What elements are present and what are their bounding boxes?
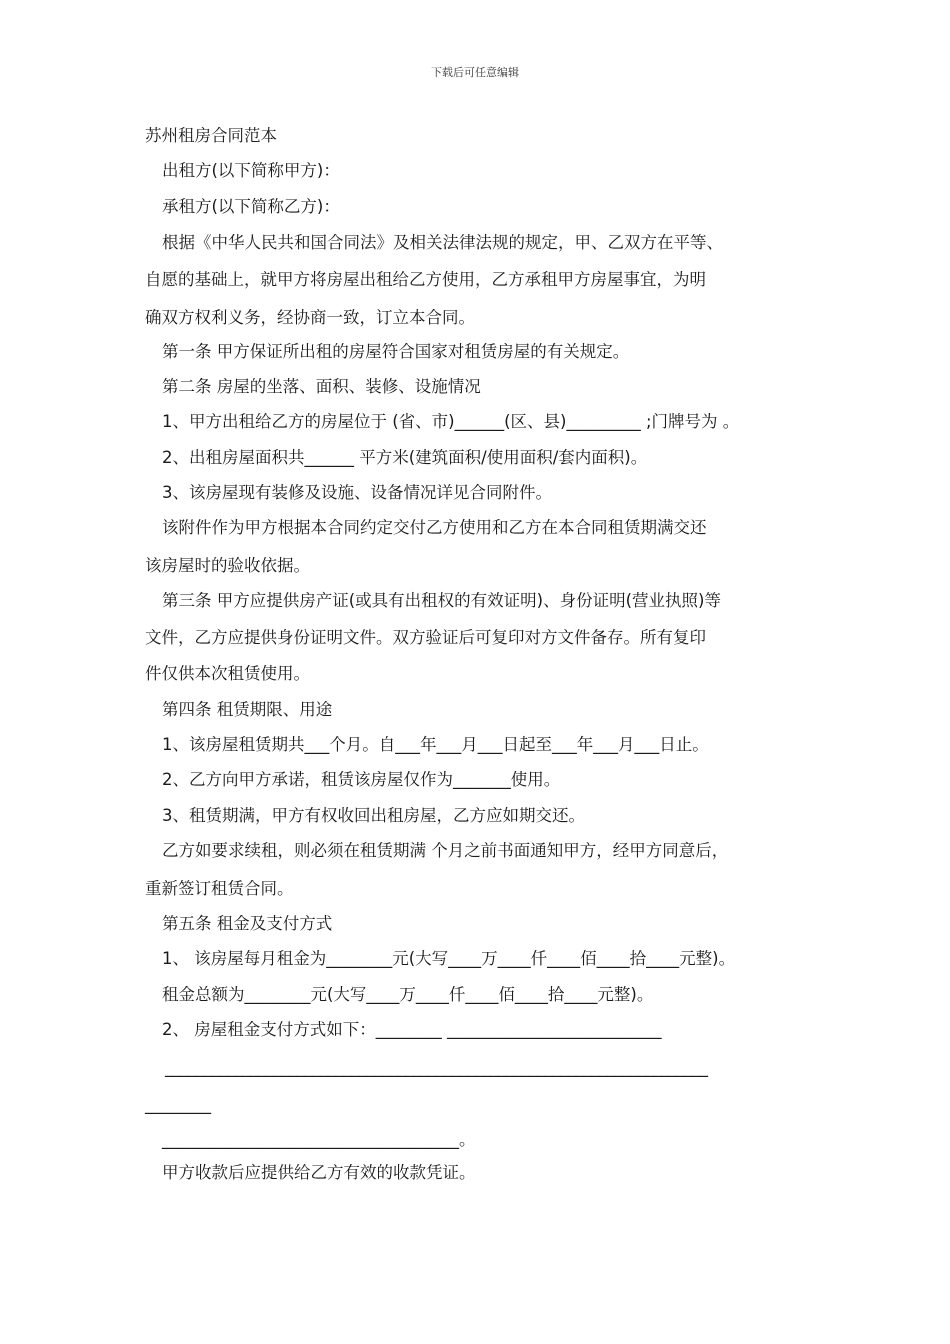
paragraph-line: ______________________________________________________________________ <box>165 1058 708 1077</box>
paragraph-line: 乙方如要求续租，则必须在租赁期满 个月之前书面通知甲方，经甲方同意后， <box>162 841 729 860</box>
paragraph-line: 根据《中华人民共和国合同法》及相关法律法规的规定，甲、乙双方在平等、 <box>162 233 723 252</box>
document-title: 苏州租房合同范本 <box>145 126 277 145</box>
paragraph-line: 文件，乙方应提供身份证明文件。双方验证后可复印对方文件备存。所有复印 <box>145 628 706 647</box>
paragraph-line: 重新签订租赁合同。 <box>145 879 294 898</box>
paragraph-line: 确双方权利义务，经协商一致，订立本合同。 <box>145 308 475 327</box>
paragraph-line: 该附件作为甲方根据本合同约定交付乙方使用和乙方在本合同租赁期满交还 <box>162 518 707 537</box>
paragraph-line: 甲方收款后应提供给乙方有效的收款凭证。 <box>162 1163 476 1182</box>
paragraph-line: 3、该房屋现有装修及设施、设备情况详见合同附件。 <box>162 483 552 502</box>
paragraph-line: 1、该房屋租赁期共___个月。自___年___月___日起至___年___月___日止。 <box>162 735 709 754</box>
paragraph-line: 1、 该房屋每月租金为________元(大写____万____仟____佰____拾____元整)。 <box>162 949 736 968</box>
paragraph-line: ____________________________________。 <box>162 1130 476 1149</box>
paragraph-line: 第五条 租金及支付方式 <box>162 914 333 933</box>
paragraph-line: 第三条 甲方应提供房产证(或具有出租权的有效证明)、身份证明(营业执照)等 <box>162 591 721 610</box>
paragraph-line: 第二条 房屋的坐落、面积、装修、设施情况 <box>162 377 481 396</box>
header-note: 下载后可任意编辑 <box>431 66 519 79</box>
paragraph-line: 第四条 租赁期限、用途 <box>162 700 333 719</box>
paragraph-line: 租金总额为________元(大写____万____仟____佰____拾____元整)。 <box>162 985 654 1004</box>
paragraph-line: 承租方(以下简称乙方)： <box>162 197 340 216</box>
paragraph-line: 第一条 甲方保证所出租的房屋符合国家对租赁房屋的有关规定。 <box>162 342 630 361</box>
paragraph-line: 1、甲方出租给乙方的房屋位于 (省、市)______(区、县)_________ ;门牌号为 。 <box>162 412 740 431</box>
paragraph-line: 2、出租房屋面积共______ 平方米(建筑面积/使用面积/套内面积)。 <box>162 448 648 467</box>
paragraph-line: 件仅供本次租赁使用。 <box>145 664 310 683</box>
paragraph-line: 2、乙方向甲方承诺，租赁该房屋仅作为_______使用。 <box>162 770 561 789</box>
paragraph-line: 自愿的基础上，就甲方将房屋出租给乙方使用，乙方承租甲方房屋事宜，为明 <box>145 270 706 289</box>
paragraph-line: 3、租赁期满，甲方有权收回出租房屋，乙方应如期交还。 <box>162 806 585 825</box>
paragraph-line: 2、 房屋租金支付方式如下：________ __________________________ <box>162 1020 662 1039</box>
paragraph-line: 出租方(以下简称甲方)： <box>162 161 340 180</box>
paragraph-line: ________ <box>145 1095 211 1114</box>
paragraph-line: 该房屋时的验收依据。 <box>145 556 310 575</box>
